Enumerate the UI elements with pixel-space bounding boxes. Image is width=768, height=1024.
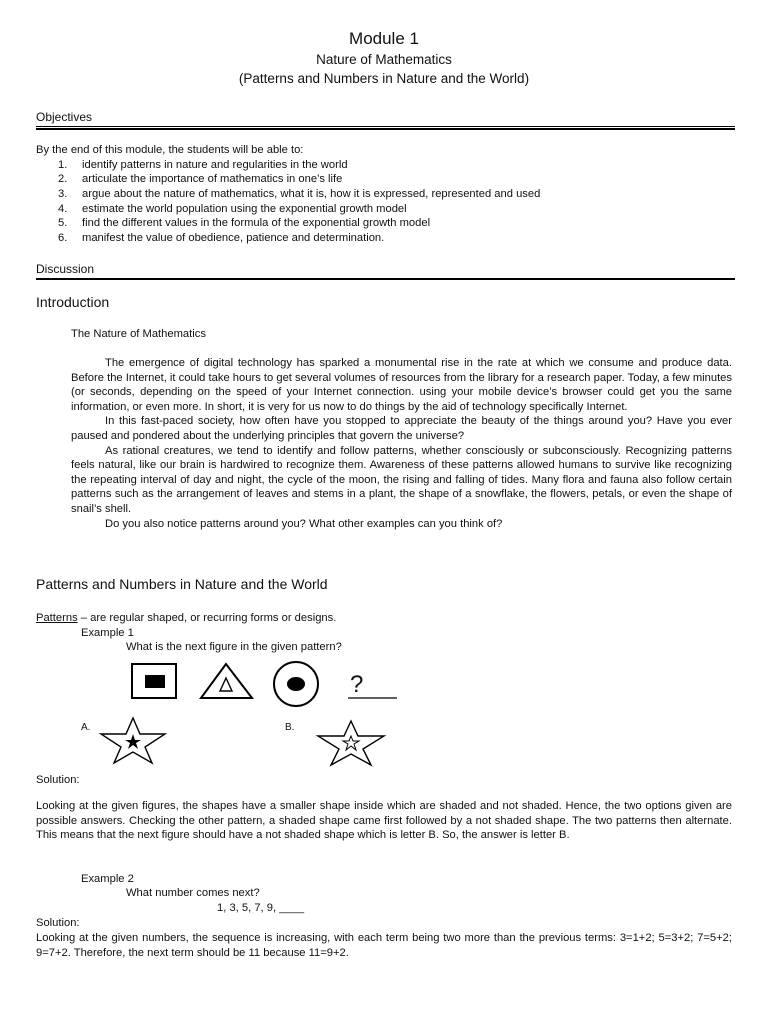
patterns-heading: Patterns and Numbers in Nature and the World: [36, 576, 328, 592]
question-mark: ?: [350, 671, 364, 698]
objective-text: estimate the world population using the exponential growth model: [82, 203, 407, 215]
example2-sequence: 1, 3, 5, 7, 9, ____: [217, 902, 305, 914]
patterns-term: Patterns: [36, 612, 78, 624]
patterns-definition-text: – are regular shaped, or recurring forms or designs.: [77, 612, 337, 624]
option-b-label: B.: [285, 722, 295, 733]
nature-of-math-subheading: The Nature of Mathematics: [71, 328, 206, 340]
square-shape-icon: [132, 664, 176, 698]
module-title: Module 1: [349, 29, 419, 48]
example1-question: What is the next figure in the given pattern?: [126, 641, 342, 653]
introduction-heading: Introduction: [36, 294, 110, 310]
objective-number: 4.: [58, 203, 68, 215]
objective-number: 6.: [58, 232, 68, 244]
module-subtitle: Nature of Mathematics: [316, 52, 452, 67]
objectives-intro: By the end of this module, the students will be able to:: [36, 144, 304, 156]
example1-label: Example 1: [81, 627, 134, 639]
objective-text: articulate the importance of mathematics in one’s life: [82, 173, 343, 185]
example1-solution-label: Solution:: [36, 774, 80, 786]
example2-solution-text: Looking at the given numbers, the sequence is increasing, with each term being two more than the previous terms: 3=1+2; 5=3+2; 7=5+2; 9=7+2. Therefore, the next term should be 11 because 11=9+2.: [36, 932, 732, 959]
objective-number: 1.: [58, 159, 68, 171]
example1-solution-text: Looking at the given figures, the shapes have a smaller shape inside which are shaded and not shaded. Hence, the two options given are possible answers. Checking the other pattern, a shaded shape came first followed by a not shaded shape. The two patterns then alternate. This means that the next figure should have a not shaded shape which is letter B. So, the answer is letter B.: [36, 800, 732, 842]
example2-solution-label: Solution:: [36, 917, 80, 929]
circle-shape-icon: [274, 662, 318, 706]
example2-question: What number comes next?: [126, 887, 260, 899]
triangle-shape-icon: [201, 664, 252, 698]
paragraph: The emergence of digital technology has sparked a monumental rise in the rate at which we consume and produce data. Before the Internet, it could take hours to get several volumes of resources from the library for a research paper. Today, a few minutes (or seconds, depending on the speed of your Internet connection. using your mobile device’s browser could get you the same information, or even more. In short, it is very for us now to do things by the aid of technology specifically Internet.: [71, 357, 732, 413]
paragraph: As rational creatures, we tend to identify and follow patterns, whether consciously or subconsciously. Recognizing patterns feels natural, like our brain is hardwired to recognize them. Awareness of these patterns allowed humans to survive like recognizing the repeating interval of day and night, the cycle of the moon, the rising and falling of tides. Many flora and fauna also follow certain patterns such as the arrangement of leaves and stems in a plant, the shape of a snowflake, the flowers, petals, or even the shape of snail’s shell.: [71, 444, 732, 515]
option-a-star-icon: [101, 718, 165, 763]
objective-text: identify patterns in nature and regularities in the world: [82, 159, 348, 171]
discussion-heading: Discussion: [36, 262, 95, 276]
option-a-label: A.: [81, 722, 91, 733]
option-b-star-icon: [318, 721, 384, 765]
objectives-heading: Objectives: [36, 110, 93, 124]
objective-text: find the different values in the formula of the exponential growth model: [82, 217, 431, 229]
objective-number: 5.: [58, 217, 68, 229]
paragraph: In this fast-paced society, how often have you stopped to appreciate the beauty of the things around you? Have you ever paused and pondered about the underlying principles that govern the universe?: [71, 415, 732, 442]
objective-number: 2.: [58, 173, 68, 185]
example2-label: Example 2: [81, 873, 134, 885]
objective-text: manifest the value of obedience, patience and determination.: [82, 232, 385, 244]
objective-number: 3.: [58, 188, 68, 200]
objective-text: argue about the nature of mathematics, what it is, how it is expressed, represented and used: [82, 188, 541, 200]
paragraph: Do you also notice patterns around you? What other examples can you think of?: [105, 517, 503, 530]
module-subtitle-2: (Patterns and Numbers in Nature and the World): [238, 71, 530, 86]
